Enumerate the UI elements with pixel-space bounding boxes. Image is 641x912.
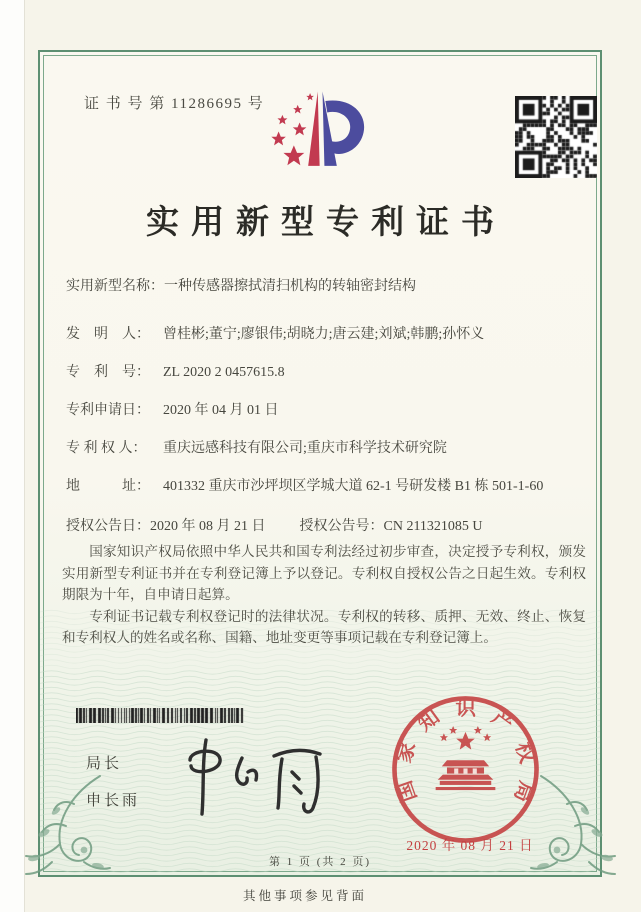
director-label: 局长	[86, 756, 123, 772]
certificate-title: 实用新型专利证书	[146, 205, 506, 241]
field-value-patentee: 重庆远感科技有限公司;重庆市科学技术研究院	[163, 441, 447, 456]
official-seal	[378, 682, 553, 857]
field-value-filing-date: 2020 年 04 月 01 日	[163, 403, 279, 418]
field-row-patentee	[66, 438, 571, 459]
field-value-address: 401332 重庆市沙坪坝区学城大道 62-1 号研发楼 B1 栋 501-1-60	[163, 479, 544, 494]
field-row-filing-date	[66, 400, 571, 421]
field-label-patentee: 专 利 权 人：	[66, 441, 147, 456]
field-row-name	[66, 276, 571, 297]
field-value-name: 一种传感器擦拭清扫机构的转轴密封结构	[164, 279, 416, 294]
qr-code	[515, 96, 597, 178]
director-name: 申长雨	[86, 793, 141, 809]
field-row-address	[66, 476, 558, 497]
legal-paragraph-2: 专利证书记载专利权登记时的法律状况。专利权的转移、质押、无效、终止、恢复和专利权人的姓名或名称、国籍、地址变更等事项记载在专利登记簿上。	[62, 608, 586, 646]
field-label-grant-date: 授权公告日：	[66, 519, 150, 534]
field-value-inventors: 曾桂彬;董宁;廖银伟;胡晓力;唐云建;刘斌;韩鹏;孙怀义	[163, 327, 485, 342]
field-label-name: 实用新型名称：	[66, 279, 164, 294]
field-value-grant-date: 2020 年 08 月 21 日	[150, 519, 266, 534]
barcode	[76, 708, 244, 723]
national-emblem-icon	[436, 726, 496, 790]
seal-ring-text: 国家知识产权局	[393, 697, 538, 805]
seal-date: 2020 年 08 月 21 日	[406, 838, 534, 853]
certificate-number: 证 书 号 第 11286695 号	[84, 96, 265, 112]
cnipa-logo-icon	[250, 80, 395, 185]
field-label-address: 地 址：	[66, 479, 150, 494]
field-row-patent-no	[66, 362, 571, 383]
field-row-inventors	[66, 324, 571, 345]
field-value-grant-no: CN 211321085 U	[383, 519, 483, 534]
field-row-grant	[66, 516, 586, 537]
field-label-patent-no: 专 利 号：	[66, 365, 150, 380]
back-note: 其他事项参见背面	[243, 889, 368, 903]
scan-margin	[0, 0, 25, 912]
field-label-inventors: 发 明 人：	[66, 327, 150, 342]
legal-text	[62, 541, 586, 649]
field-value-patent-no: ZL 2020 2 0457615.8	[163, 365, 285, 380]
page-number: 第 1 页 (共 2 页)	[268, 856, 372, 868]
legal-paragraph-1: 国家知识产权局依照中华人民共和国专利法经过初步审查，决定授予专利权，颁发实用新型专利证书并在专利登记簿上予以登记。专利权自授权公告之日起生效。专利权期限为十年，自申请日起算。	[62, 544, 586, 603]
field-label-grant-no: 授权公告号：	[299, 519, 384, 534]
director-signature-icon	[178, 728, 348, 823]
field-label-filing-date: 专利申请日：	[66, 403, 150, 418]
